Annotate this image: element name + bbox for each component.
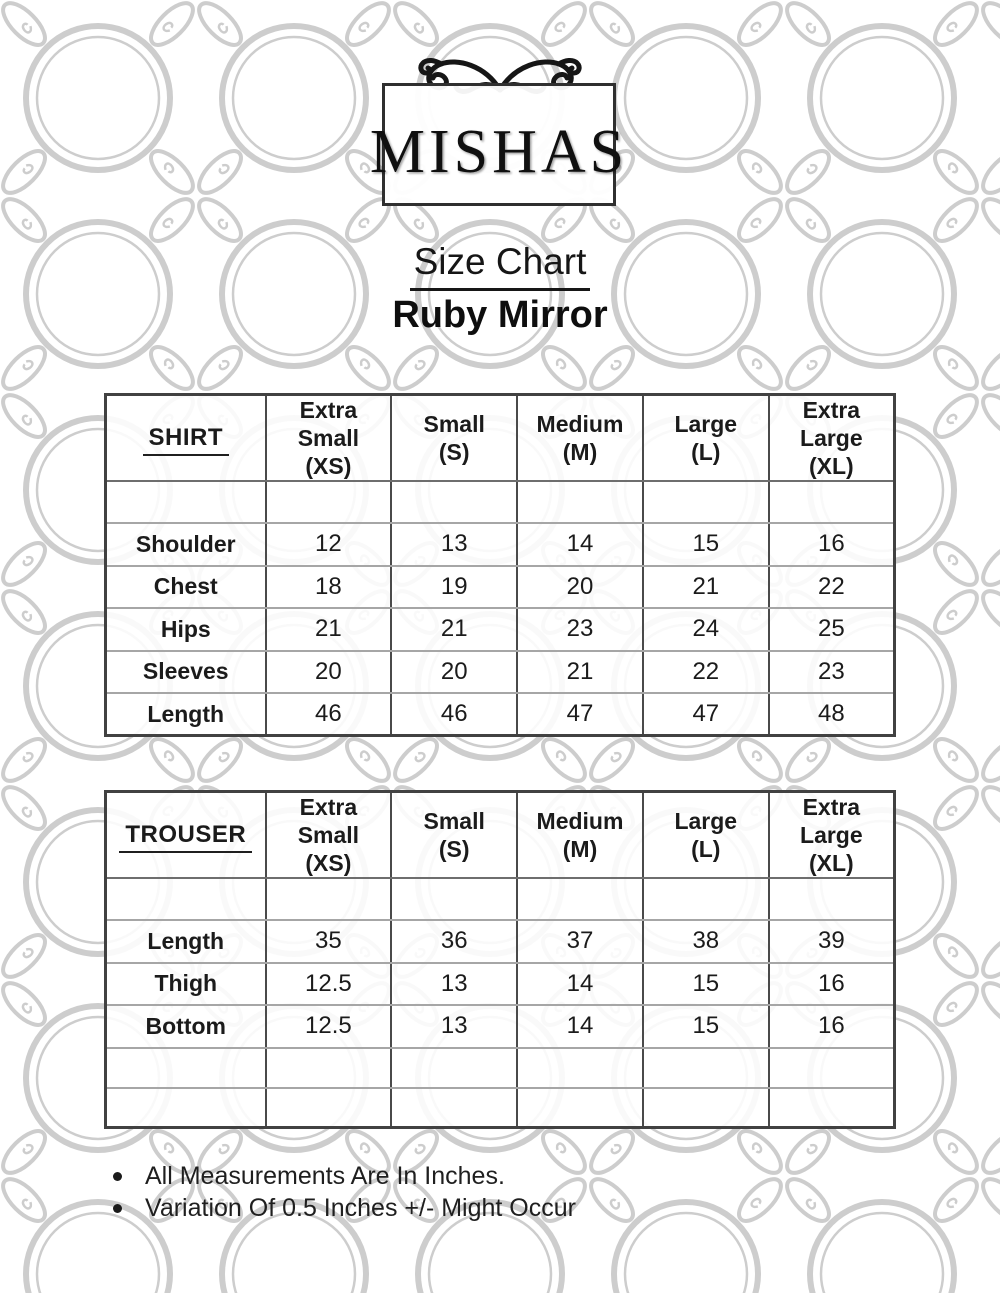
size-value: 21 — [517, 651, 643, 694]
row-label: Chest — [106, 566, 266, 609]
size-value: 15 — [643, 523, 769, 566]
bullet-icon — [113, 1172, 122, 1181]
size-header-xs: Extra Small (XS) — [266, 395, 392, 482]
empty-row — [106, 878, 895, 920]
table-row-sleeves — [106, 651, 895, 694]
size-value: 18 — [266, 566, 392, 609]
empty-row — [106, 1048, 895, 1088]
size-value: 47 — [517, 693, 643, 736]
empty-row — [106, 1088, 895, 1128]
size-value: 38 — [643, 920, 769, 963]
brand-logo-box — [369, 83, 629, 206]
note-item — [113, 1192, 576, 1224]
size-value: 23 — [769, 651, 895, 694]
trouser-header-row — [106, 792, 895, 879]
note-text: Variation Of 0.5 Inches +/- Might Occur — [145, 1193, 576, 1222]
row-label: Hips — [106, 608, 266, 651]
size-value: 21 — [266, 608, 392, 651]
table-row-bottom — [106, 1005, 895, 1048]
size-value: 46 — [391, 693, 517, 736]
table-row-shoulder — [106, 523, 895, 566]
size-value: 14 — [517, 1005, 643, 1048]
size-header-m: Medium (M) — [517, 395, 643, 482]
size-value: 16 — [769, 963, 895, 1006]
size-header-xl: Extra Large (XL) — [769, 792, 895, 879]
row-label: Sleeves — [106, 651, 266, 694]
size-header-m: Medium (M) — [517, 792, 643, 879]
note-text: All Measurements Are In Inches. — [145, 1161, 505, 1190]
row-label: Length — [106, 920, 266, 963]
row-label: Bottom — [106, 1005, 266, 1048]
footnotes — [113, 1160, 576, 1224]
shirt-category-label: SHIRT — [143, 424, 230, 456]
size-value: 16 — [769, 1005, 895, 1048]
row-label: Length — [106, 693, 266, 736]
shirt-header-row — [106, 395, 895, 482]
size-value: 35 — [266, 920, 392, 963]
size-value: 39 — [769, 920, 895, 963]
size-value: 19 — [391, 566, 517, 609]
trouser-category-label: TROUSER — [119, 821, 252, 853]
size-value: 47 — [643, 693, 769, 736]
size-value: 36 — [391, 920, 517, 963]
table-row-length — [106, 693, 895, 736]
size-value: 14 — [517, 963, 643, 1006]
size-header-s: Small (S) — [391, 792, 517, 879]
size-value: 12.5 — [266, 1005, 392, 1048]
size-value: 20 — [266, 651, 392, 694]
trouser-category-cell — [106, 792, 266, 879]
size-value: 24 — [643, 608, 769, 651]
size-value: 15 — [643, 963, 769, 1006]
bullet-icon — [113, 1204, 122, 1213]
trouser-size-table — [104, 790, 896, 1129]
size-value: 13 — [391, 963, 517, 1006]
brand-name: MISHAS — [369, 117, 629, 186]
size-value: 12 — [266, 523, 392, 566]
size-value: 22 — [769, 566, 895, 609]
empty-row — [106, 481, 895, 523]
size-value: 22 — [643, 651, 769, 694]
size-header-l: Large (L) — [643, 395, 769, 482]
table-row-hips — [106, 608, 895, 651]
table-row-length — [106, 920, 895, 963]
size-value: 25 — [769, 608, 895, 651]
size-value: 20 — [517, 566, 643, 609]
size-header-xs: Extra Small (XS) — [266, 792, 392, 879]
size-value: 12.5 — [266, 963, 392, 1006]
shirt-category-cell — [106, 395, 266, 482]
size-value: 23 — [517, 608, 643, 651]
row-label: Shoulder — [106, 523, 266, 566]
size-value: 15 — [643, 1005, 769, 1048]
table-row-thigh — [106, 963, 895, 1006]
shirt-size-table — [104, 393, 896, 737]
size-value: 14 — [517, 523, 643, 566]
size-value: 21 — [643, 566, 769, 609]
size-value: 20 — [391, 651, 517, 694]
table-row-chest — [106, 566, 895, 609]
size-value: 13 — [391, 1005, 517, 1048]
size-value: 13 — [391, 523, 517, 566]
size-value: 46 — [266, 693, 392, 736]
size-value: 48 — [769, 693, 895, 736]
size-value: 21 — [391, 608, 517, 651]
size-header-xl: Extra Large (XL) — [769, 395, 895, 482]
page-title: Size Chart — [0, 241, 1000, 291]
size-value: 16 — [769, 523, 895, 566]
note-item — [113, 1160, 576, 1192]
product-name-title: Ruby Mirror — [392, 294, 608, 336]
size-value: 37 — [517, 920, 643, 963]
size-header-l: Large (L) — [643, 792, 769, 879]
size-header-s: Small (S) — [391, 395, 517, 482]
row-label: Thigh — [106, 963, 266, 1006]
